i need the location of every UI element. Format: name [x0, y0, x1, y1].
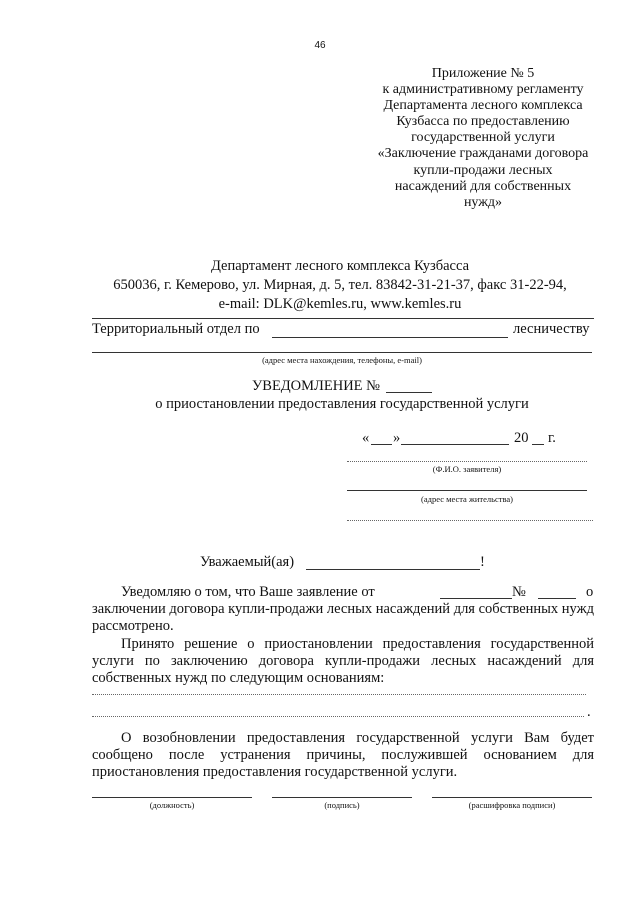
notice-subtitle: о приостановлении предоставления государственной услуги [155, 396, 529, 412]
department-contacts: e-mail: DLK@kemles.ru, www.kemles.ru [218, 296, 462, 312]
department-address: 650036, г. Кемерово, ул. Мирная, д. 5, тел. 83842-31-21-37, факс 31-22-94, [113, 277, 567, 293]
appendix-line: Департамента лесного комплекса [383, 98, 583, 114]
date-year-prefix: 20 [514, 430, 529, 446]
date-year-suffix: г. [548, 430, 556, 446]
para2: Принято решение о приостановлении предоставления государственной услуги по заключению договора купли-продажи лесных насаждений для собственных нужд по следующим основаниям: [92, 636, 594, 686]
department-name: Департамент лесного комплекса Кузбасса [210, 258, 470, 274]
appendix-line: Приложение № 5 [431, 66, 535, 81]
appendix-line: нужд» [463, 194, 503, 210]
para1-lead: Уведомляю о том, что Ваше заявление от [121, 584, 375, 600]
address-line-2[interactable] [347, 520, 593, 521]
territorial-caption: (адрес места нахождения, телефоны, e-mail) [262, 355, 422, 365]
department-block [90, 257, 590, 314]
para1-o: о [586, 584, 594, 600]
fio-caption: (Ф.И.О. заявителя) [432, 464, 502, 474]
appendix-header [362, 66, 604, 211]
date-year-blank[interactable] [532, 444, 544, 445]
date-close-quote: » [393, 430, 401, 446]
appendix-line: «Заключение гражданами договора [377, 146, 589, 162]
date-open-quote: « [362, 430, 370, 446]
para1-date-blank[interactable] [440, 598, 512, 599]
reasons-line-1[interactable] [92, 694, 586, 695]
page-number: 46 [314, 40, 326, 51]
notice-number-blank[interactable] [386, 392, 432, 393]
address-caption: (адрес места жительства) [421, 494, 513, 504]
greeting-name-blank[interactable] [306, 569, 480, 570]
reasons-line-2[interactable] [92, 716, 584, 717]
header-rule [92, 318, 594, 319]
signature-caption: (подпись) [324, 800, 360, 810]
notice-title: УВЕДОМЛЕНИЕ № [252, 378, 381, 394]
appendix-line: к административному регламенту [382, 82, 584, 98]
position-caption: (должность) [149, 800, 195, 810]
appendix-line: насаждений для собственных [394, 178, 572, 194]
appendix-line: Кузбасса по предоставлению [396, 114, 570, 130]
reasons-period: . [587, 704, 591, 720]
signature-line[interactable] [272, 797, 412, 798]
date-month-blank[interactable] [401, 444, 509, 445]
para1-number-sign: № [512, 584, 526, 600]
para1-number-blank[interactable] [538, 598, 576, 599]
para1-rest: заключении договора купли-продажи лесных насаждений для собственных нужд рассмотрено. [92, 601, 594, 634]
territorial-blank[interactable] [272, 337, 508, 338]
appendix-line: государственной услуги [411, 130, 555, 146]
para3: О возобновлении предоставления государственной услуги Вам будет сообщено после устранения причины, послужившей основанием для приостановления предоставления государственной услуги. [92, 730, 594, 780]
territorial-rule [92, 352, 592, 353]
territorial-suffix: лесничеству [513, 321, 590, 337]
greeting-text: Уважаемый(ая) [200, 554, 295, 570]
appendix-line: купли-продажи лесных [413, 162, 553, 178]
address-line[interactable] [347, 490, 587, 491]
date-day-blank[interactable] [371, 444, 392, 445]
territorial-prefix: Территориальный отдел по [92, 321, 260, 337]
greeting-exclamation: ! [480, 554, 485, 570]
decode-caption: (расшифровка подписи) [468, 800, 556, 810]
decode-line[interactable] [432, 797, 592, 798]
position-line[interactable] [92, 797, 252, 798]
fio-line[interactable] [347, 461, 587, 462]
